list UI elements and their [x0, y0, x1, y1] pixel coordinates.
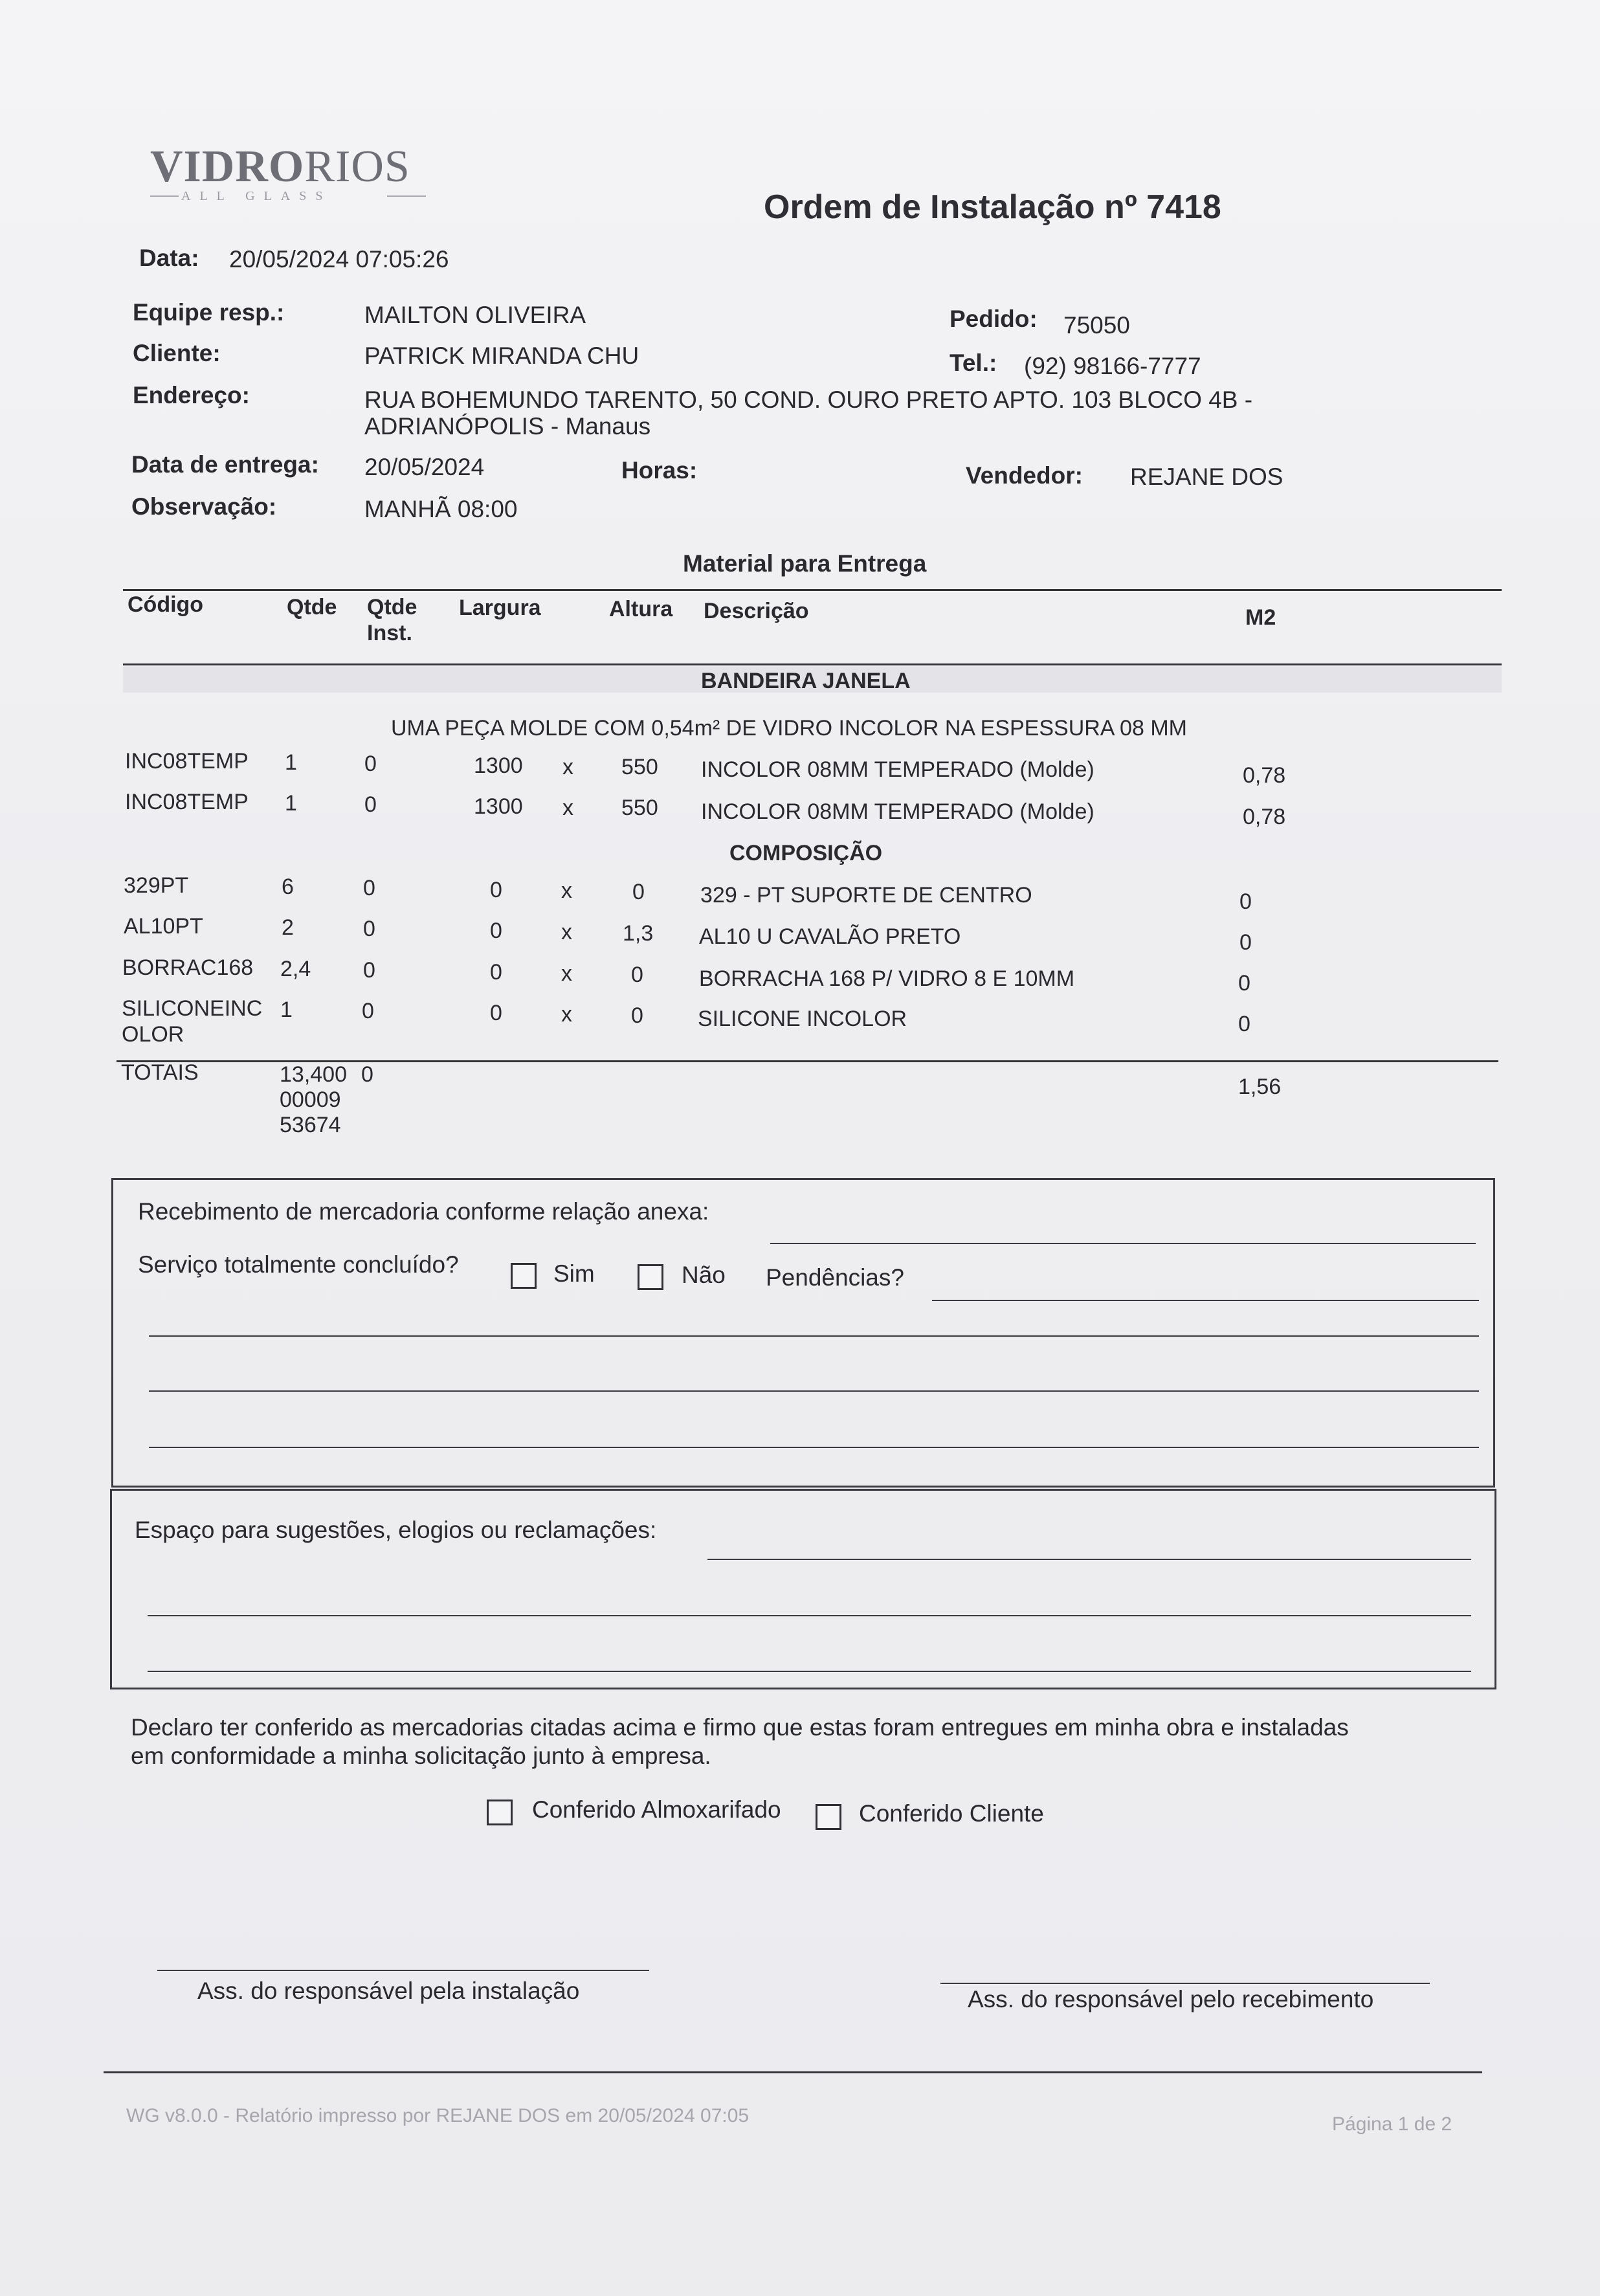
hours-label: Horas:	[621, 457, 698, 484]
document-title: Ordem de Instalação nº 7418	[764, 188, 1221, 226]
footer-print-info: WG v8.0.0 - Relatório impresso por REJANE DOS em 20/05/2024 07:05	[126, 2105, 750, 2126]
address-line-1: RUA BOHEMUNDO TARENTO, 50 COND. OURO PRETO APTO. 103 BLOCO 4B -	[364, 386, 1253, 413]
totals-m2: 1,56	[1238, 1075, 1282, 1099]
address-line-2: ADRIANÓPOLIS - Manaus	[364, 413, 651, 440]
no-label: Não	[682, 1262, 726, 1288]
order-label: Pedido:	[950, 306, 1038, 332]
row-3-code: 329PT	[124, 873, 189, 898]
col-header-m2: M2	[1245, 605, 1276, 630]
row-6-code: SILICONEINC	[122, 996, 263, 1021]
row-4-qty: 2	[282, 915, 294, 940]
totals-inst: 0	[361, 1062, 373, 1087]
row-1-qty: 1	[285, 750, 297, 775]
feedback-line-1[interactable]	[707, 1559, 1471, 1560]
service-done-label: Serviço totalmente concluído?	[138, 1251, 459, 1278]
row-3-qty: 6	[282, 875, 294, 899]
company-logo: VIDRORIOS	[150, 142, 410, 192]
row-3-m2: 0	[1239, 889, 1252, 914]
col-header-height: Altura	[609, 597, 673, 621]
row-1-m2: 0,78	[1243, 763, 1286, 788]
service-line-2[interactable]	[149, 1390, 1479, 1392]
row-1-code: INC08TEMP	[125, 749, 249, 774]
row-2-x: x	[562, 796, 573, 820]
row-4-inst: 0	[363, 917, 375, 941]
row-2-inst: 0	[364, 792, 377, 817]
yes-checkbox[interactable]	[511, 1263, 537, 1289]
row-6-x: x	[561, 1002, 572, 1027]
phone-value: (92) 98166-7777	[1024, 353, 1201, 379]
row-4-width: 0	[490, 919, 502, 943]
row-1-inst: 0	[364, 752, 377, 776]
no-checkbox[interactable]	[638, 1264, 663, 1290]
installer-signature-line[interactable]	[157, 1970, 649, 1971]
row-2-code: INC08TEMP	[125, 790, 249, 814]
group-title-bandeira: BANDEIRA JANELA	[701, 669, 911, 693]
row-3-desc: 329 - PT SUPORTE DE CENTRO	[700, 883, 1032, 908]
col-header-width: Largura	[459, 596, 541, 620]
footer-page-number: Página 1 de 2	[1332, 2113, 1452, 2135]
row-3-x: x	[561, 878, 572, 903]
warehouse-check-label: Conferido Almoxarifado	[532, 1796, 781, 1823]
row-6-code-cont: OLOR	[122, 1022, 184, 1047]
declaration-line-2: em conformidade a minha solicitação junto à empresa.	[131, 1743, 711, 1769]
row-3-height: 0	[632, 880, 645, 904]
totals-label: TOTAIS	[121, 1060, 199, 1085]
row-4-m2: 0	[1239, 930, 1252, 955]
pending-label: Pendências?	[766, 1264, 904, 1291]
row-5-height: 0	[631, 963, 643, 987]
row-5-width: 0	[490, 960, 502, 985]
group-title-composicao: COMPOSIÇÃO	[729, 841, 883, 865]
totals-qty-line-1: 13,400	[280, 1062, 347, 1087]
row-1-height: 550	[621, 755, 658, 779]
receiver-signature-line[interactable]	[940, 1983, 1430, 1984]
receipt-line[interactable]	[770, 1243, 1476, 1244]
totals-qty-line-2: 00009	[280, 1087, 341, 1112]
receipt-label: Recebimento de mercadoria conforme relação anexa:	[138, 1198, 709, 1225]
row-4-desc: AL10 U CAVALÃO PRETO	[699, 924, 961, 949]
row-1-desc: INCOLOR 08MM TEMPERADO (Molde)	[701, 757, 1094, 782]
row-5-desc: BORRACHA 168 P/ VIDRO 8 E 10MM	[699, 966, 1075, 991]
delivery-date-value: 20/05/2024	[364, 454, 485, 480]
row-2-qty: 1	[285, 791, 297, 816]
row-1-width: 1300	[474, 753, 523, 778]
row-2-height: 550	[621, 796, 658, 820]
col-header-code: Código	[128, 592, 204, 617]
service-box	[111, 1178, 1495, 1488]
installer-signature-label: Ass. do responsável pela instalação	[197, 1978, 580, 2004]
table-header-rule	[123, 663, 1502, 665]
table-top-rule	[123, 589, 1502, 591]
pending-line[interactable]	[932, 1300, 1479, 1301]
receiver-signature-label: Ass. do responsável pelo recebimento	[968, 1986, 1374, 2012]
company-logo-subtitle: ALL GLASS	[181, 189, 332, 203]
row-6-height: 0	[631, 1003, 643, 1028]
row-3-inst: 0	[363, 876, 375, 900]
declaration-line-1: Declaro ter conferido as mercadorias citadas acima e firmo que estas foram entregues em minha obra e instaladas	[131, 1714, 1349, 1741]
col-header-qty-inst-1: Qtde	[367, 595, 417, 619]
team-value: MAILTON OLIVEIRA	[364, 302, 586, 328]
totals-qty-line-3: 53674	[280, 1113, 341, 1137]
seller-label: Vendedor:	[966, 462, 1083, 489]
row-2-desc: INCOLOR 08MM TEMPERADO (Molde)	[701, 799, 1094, 824]
col-header-description: Descrição	[704, 599, 809, 623]
col-header-qty: Qtde	[287, 595, 337, 619]
col-header-qty-inst-2: Inst.	[367, 621, 412, 645]
row-4-height: 1,3	[623, 921, 654, 946]
row-3-width: 0	[490, 878, 502, 902]
client-value: PATRICK MIRANDA CHU	[364, 342, 639, 369]
service-line-1[interactable]	[149, 1335, 1479, 1337]
date-label: Data:	[139, 245, 199, 271]
delivery-date-label: Data de entrega:	[131, 451, 319, 478]
row-2-m2: 0,78	[1243, 805, 1286, 829]
row-4-code: AL10PT	[124, 914, 203, 939]
row-6-qty: 1	[280, 998, 293, 1022]
row-6-desc: SILICONE INCOLOR	[698, 1007, 907, 1031]
yes-label: Sim	[553, 1260, 595, 1287]
row-6-width: 0	[490, 1001, 502, 1025]
seller-value: REJANE DOS	[1130, 463, 1283, 490]
logo-rule-left	[150, 195, 179, 197]
row-5-x: x	[561, 961, 572, 986]
client-checkbox[interactable]	[816, 1804, 841, 1830]
feedback-line-3[interactable]	[148, 1671, 1471, 1672]
service-line-3[interactable]	[149, 1447, 1479, 1448]
phone-label: Tel.:	[950, 350, 997, 376]
footer-rule	[104, 2071, 1482, 2073]
team-label: Equipe resp.:	[133, 299, 285, 326]
client-check-label: Conferido Cliente	[859, 1800, 1044, 1827]
order-value: 75050	[1063, 312, 1130, 339]
warehouse-checkbox[interactable]	[487, 1800, 513, 1825]
observation-label: Observação:	[131, 493, 277, 520]
group-note: UMA PEÇA MOLDE COM 0,54m² DE VIDRO INCOLOR NA ESPESSURA 08 MM	[391, 716, 1187, 741]
date-value: 20/05/2024 07:05:26	[229, 246, 449, 273]
row-1-x: x	[562, 755, 573, 779]
client-label: Cliente:	[133, 340, 221, 366]
row-2-width: 1300	[474, 794, 523, 819]
feedback-label: Espaço para sugestões, elogios ou reclamações:	[135, 1517, 657, 1543]
row-4-x: x	[561, 920, 572, 944]
feedback-line-2[interactable]	[148, 1615, 1471, 1616]
row-5-code: BORRAC168	[122, 955, 254, 980]
observation-value: MANHÃ 08:00	[364, 496, 518, 522]
row-6-m2: 0	[1238, 1012, 1250, 1036]
row-6-inst: 0	[362, 999, 374, 1023]
material-section-title: Material para Entrega	[683, 550, 927, 577]
logo-rule-right	[387, 195, 426, 197]
row-5-inst: 0	[363, 958, 375, 983]
feedback-box	[110, 1489, 1496, 1689]
address-label: Endereço:	[133, 382, 250, 408]
row-5-qty: 2,4	[280, 957, 311, 981]
row-5-m2: 0	[1238, 971, 1250, 996]
